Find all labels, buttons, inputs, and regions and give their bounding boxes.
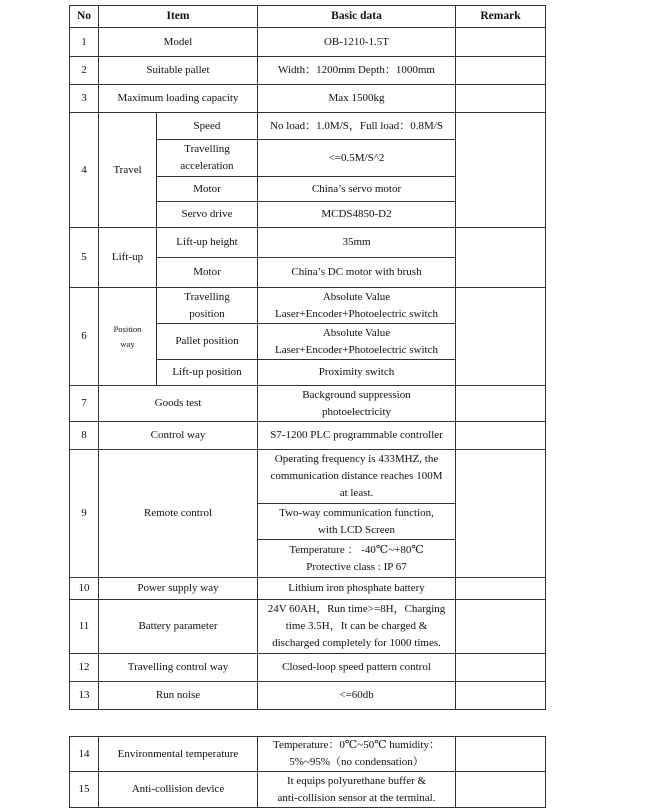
data-line: 24V 60AH，Run time>=8H，Charging	[267, 603, 446, 615]
table-row	[70, 737, 546, 772]
remark-cell	[456, 28, 546, 57]
row-number: 1	[70, 28, 99, 57]
item-power-supply-way: Power supply way	[99, 578, 258, 600]
table-row	[70, 772, 546, 808]
data-line: Protective class : IP 67	[306, 560, 407, 573]
basic-data: Width：1200mm Depth：1000mm	[258, 57, 456, 85]
row-number: 6	[70, 288, 99, 386]
basic-data: <=0.5M/S^2	[258, 140, 456, 177]
basic-data	[258, 288, 456, 324]
basic-data	[258, 504, 456, 540]
table-row	[70, 113, 546, 140]
data-line: with LCD Screen	[318, 523, 395, 536]
row-number: 13	[70, 682, 99, 710]
sub-item-servo-drive: Servo drive	[157, 202, 258, 228]
data-line: It equips polyurethane buffer &	[286, 774, 427, 787]
table-row	[70, 422, 546, 450]
data-line: Temperature ： -40℃~+80℃	[289, 543, 424, 556]
table-row	[70, 386, 546, 422]
row-number: 12	[70, 654, 99, 682]
basic-data: 35mm	[258, 228, 456, 258]
data-line: 5%~95%（no condensation）	[289, 756, 424, 768]
table-row	[70, 600, 546, 654]
sub-item-pallet-position: Pallet position	[157, 324, 258, 360]
row-number: 14	[70, 737, 99, 772]
data-line: Operating frequency is 433MHZ, the	[274, 453, 439, 465]
group-travel: Travel	[99, 113, 157, 228]
item-remote-control: Remote control	[99, 450, 258, 578]
sub-item-travelling-acceleration	[157, 140, 258, 177]
basic-data: China’s servo motor	[258, 177, 456, 202]
header-remark: Remark	[456, 6, 546, 28]
remark-cell	[456, 737, 546, 772]
sub-item-motor: Motor	[157, 177, 258, 202]
data-line: Two-way communication function,	[279, 506, 434, 519]
basic-data	[258, 450, 456, 504]
basic-data	[258, 386, 456, 422]
remark-cell	[456, 113, 546, 228]
label-line: Travelling	[184, 290, 230, 303]
row-number: 4	[70, 113, 99, 228]
header-no: No	[70, 6, 99, 28]
item-suitable-pallet: Suitable pallet	[99, 57, 258, 85]
remark-cell	[456, 654, 546, 682]
item-battery-parameter: Battery parameter	[99, 600, 258, 654]
row-number: 10	[70, 578, 99, 600]
remark-cell	[456, 578, 546, 600]
basic-data: China’s DC motor with brush	[258, 258, 456, 288]
label-line: Travelling	[184, 143, 230, 155]
remark-cell	[456, 57, 546, 85]
label-line: acceleration	[180, 160, 234, 172]
remark-cell	[456, 228, 546, 288]
basic-data: No load：1.0M/S，Full load：0.8M/S	[258, 113, 456, 140]
remark-cell	[456, 772, 546, 808]
row-number: 2	[70, 57, 99, 85]
data-line: at least.	[339, 487, 374, 499]
sub-item-speed: Speed	[157, 113, 258, 140]
basic-data: <=60db	[258, 682, 456, 710]
data-line: discharged completely for 1000 times.	[272, 637, 441, 649]
item-control-way: Control way	[99, 422, 258, 450]
remark-cell	[456, 85, 546, 113]
data-line: photoelectricity	[321, 405, 392, 418]
sub-item-travelling-position	[157, 288, 258, 324]
basic-data	[258, 737, 456, 772]
table-row	[70, 654, 546, 682]
data-line: time 3.5H，It can be charged &	[285, 620, 428, 632]
table-row	[70, 228, 546, 258]
header-basic-data: Basic data	[258, 6, 456, 28]
data-line: Laser+Encoder+Photoelectric switch	[275, 307, 438, 320]
item-run-noise: Run noise	[99, 682, 258, 710]
row-number: 7	[70, 386, 99, 422]
item-max-loading: Maximum loading capacity	[99, 85, 258, 113]
basic-data: S7-1200 PLC programmable controller	[258, 422, 456, 450]
label-line: position	[189, 307, 225, 320]
remark-cell	[456, 450, 546, 578]
basic-data: Max 1500kg	[258, 85, 456, 113]
basic-data	[258, 600, 456, 654]
basic-data: OB-1210-1.5T	[258, 28, 456, 57]
remark-cell	[456, 682, 546, 710]
remark-cell	[456, 600, 546, 654]
data-line: Temperature：0℃~50℃ humidity：	[273, 739, 440, 751]
basic-data: Closed-loop speed pattern control	[258, 654, 456, 682]
row-number: 5	[70, 228, 99, 288]
group-lift-up: Lift-up	[99, 228, 157, 288]
header-row	[70, 6, 546, 28]
data-line: Absolute Value	[322, 326, 391, 339]
header-item: Item	[99, 6, 258, 28]
label-line: way	[120, 338, 135, 349]
data-line: anti-collision sensor at the terminal.	[277, 791, 436, 804]
data-line: communication distance reaches 100M	[270, 470, 443, 482]
sub-item-lift-up-height: Lift-up height	[157, 228, 258, 258]
basic-data	[258, 772, 456, 808]
spec-table-continued	[69, 736, 546, 808]
row-number: 15	[70, 772, 99, 808]
sub-item-motor: Motor	[157, 258, 258, 288]
spec-table	[69, 5, 546, 710]
table-row	[70, 450, 546, 504]
basic-data: MCDS4850-D2	[258, 202, 456, 228]
table-row	[70, 57, 546, 85]
row-number: 3	[70, 85, 99, 113]
table-row	[70, 288, 546, 324]
row-number: 9	[70, 450, 99, 578]
basic-data	[258, 324, 456, 360]
item-environmental-temperature: Environmental temperature	[99, 737, 258, 772]
label-line: Position	[113, 323, 142, 334]
table-row	[70, 28, 546, 57]
remark-cell	[456, 386, 546, 422]
sub-item-lift-up-position: Lift-up position	[157, 360, 258, 386]
data-line: Background suppression	[302, 388, 411, 401]
basic-data: Lithium iron phosphate battery	[258, 578, 456, 600]
basic-data	[258, 540, 456, 578]
item-anti-collision-device: Anti-collision device	[99, 772, 258, 808]
row-number: 8	[70, 422, 99, 450]
data-line: Absolute Value	[322, 290, 391, 303]
data-line: Laser+Encoder+Photoelectric switch	[275, 343, 438, 356]
basic-data: Proximity switch	[258, 360, 456, 386]
item-travelling-control-way: Travelling control way	[99, 654, 258, 682]
item-model: Model	[99, 28, 258, 57]
item-goods-test: Goods test	[99, 386, 258, 422]
row-number: 11	[70, 600, 99, 654]
table-row	[70, 682, 546, 710]
table-row	[70, 578, 546, 600]
remark-cell	[456, 422, 546, 450]
remark-cell	[456, 288, 546, 386]
group-position-way	[99, 288, 157, 386]
table-row	[70, 85, 546, 113]
